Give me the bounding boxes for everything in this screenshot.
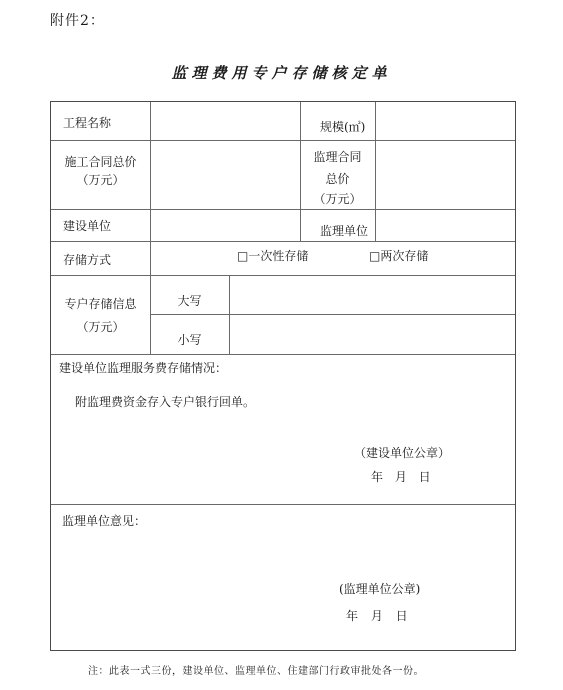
builder-date-label: 年 月 日	[371, 470, 431, 484]
uppercase-amount-label: 大写	[177, 294, 202, 308]
row-divider	[51, 241, 515, 242]
supervision-price-field[interactable]	[376, 141, 514, 208]
builder-field[interactable]	[151, 210, 299, 240]
account-info-label: 专户存储信息	[64, 297, 137, 311]
lowercase-amount-field[interactable]	[230, 315, 514, 353]
account-info-unit: （万元）	[76, 320, 125, 334]
project-name-field[interactable]	[151, 103, 299, 139]
supervisor-label: 监理单位	[320, 224, 369, 238]
lowercase-amount-label: 小写	[177, 333, 202, 347]
form-title: 监理费用专户存储核定单	[171, 64, 392, 82]
storage-method-label: 存储方式	[63, 253, 112, 267]
supervisor-opinion-title: 监理单位意见：	[62, 514, 147, 528]
project-name-label: 工程名称	[63, 116, 112, 130]
builder-seal-label: （建设单位公章）	[354, 446, 451, 460]
supervisor-seal-label: (监理单位公章)	[339, 582, 421, 596]
scale-field[interactable]	[376, 103, 514, 139]
builder-storage-section-body: 附监理费资金存入专户银行回单。	[75, 395, 256, 409]
supervisor-date-label: 年 月 日	[346, 609, 408, 623]
builder-storage-section-title: 建设单位监理服务费存储情况：	[59, 361, 228, 375]
construction-price-label: 施工合同总价	[64, 155, 137, 169]
supervision-price-unit: （万元）	[313, 192, 362, 206]
construction-price-unit: （万元）	[76, 173, 125, 187]
option-one-time-storage[interactable]: □一次性存储	[237, 249, 309, 263]
builder-label: 建设单位	[63, 219, 112, 233]
attachment-label: 附件2：	[50, 13, 105, 29]
supervision-price-label: 监理合同	[313, 150, 362, 164]
scale-label: 规模(㎡)	[320, 120, 366, 134]
construction-price-field[interactable]	[151, 141, 299, 208]
row-divider	[51, 504, 515, 505]
row-divider	[51, 354, 515, 355]
verification-form	[50, 101, 516, 651]
option-two-time-storage[interactable]: □两次存储	[369, 249, 429, 263]
footer-note: 注：此表一式三份，建设单位、监理单位、住建部门行政审批处各一份。	[88, 666, 424, 677]
uppercase-amount-field[interactable]	[230, 276, 514, 313]
supervisor-field[interactable]	[376, 210, 514, 240]
supervision-price-label-2: 总价	[325, 172, 350, 186]
